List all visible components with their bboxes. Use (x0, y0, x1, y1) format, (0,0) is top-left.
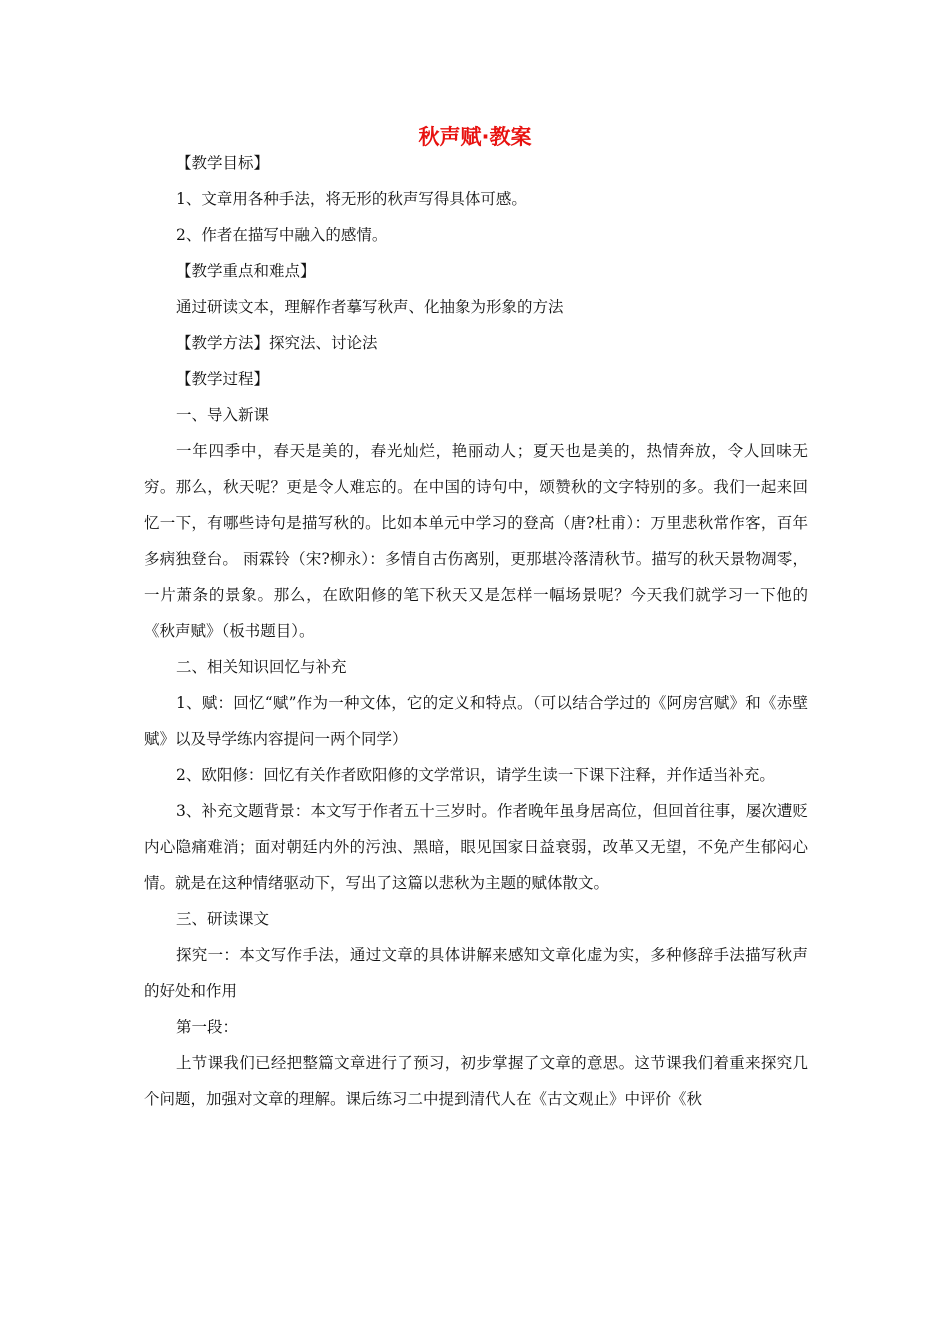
document-body (144, 145, 808, 1117)
teaching-methods: 【教学方法】探究法、讨论法 (176, 334, 378, 352)
key-points-text: 通过研读文本，理解作者摹写秋声、化抽象为形象的方法 (176, 298, 564, 316)
knowledge-item-fu: 1、赋：回忆“赋”作为一种文体，它的定义和特点。（可以结合学过的《阿房宫赋》和《赤壁赋》以及导学练内容提问一两个同学） (144, 694, 808, 748)
knowledge-item-background: 3、补充文题背景：本文写于作者五十三岁时。作者晚年虽身居高位，但回首往事，屡次遭贬内心隐痛难消；面对朝廷内外的污浊、黑暗，眼见国家日益衰弱，改革又无望，不免产生郁闷心情。就是在这种情绪驱动下，写出了这篇以悲秋为主题的赋体散文。 (144, 802, 808, 892)
lesson-paragraph: 上节课我们已经把整篇文章进行了预习，初步掌握了文章的意思。这节课我们着重来探究几个问题，加强对文章的理解。课后练习二中提到清代人在《古文观止》中评价《秋 (144, 1054, 808, 1108)
introduction-paragraph: 一年四季中，春天是美的，春光灿烂，艳丽动人；夏天也是美的，热情奔放，令人回味无穷。那么，秋天呢？更是令人难忘的。在中国的诗句中，颂赞秋的文字特别的多。我们一起来回忆一下，有哪些诗句是描写秋的。比如本单元中学习的登高（唐?杜甫）：万里悲秋常作客，百年多病独登台。 雨霖铃（宋?柳永）：多情自古伤离别，更那堪冷落清秋节。描写的秋天景物凋零，一片萧条的景象。那么，在欧阳修的笔下秋天又是怎样一幅场景呢？今天我们就学习一下他的《秋声赋》（板书题目）。 (144, 442, 808, 640)
goal-item-1: 1、文章用各种手法，将无形的秋声写得具体可感。 (176, 190, 527, 208)
first-section-label: 第一段： (176, 1018, 239, 1036)
subheading-text-study: 三、研读课文 (176, 910, 270, 928)
document-title: 秋声赋·教案 (418, 125, 532, 149)
subheading-introduction: 一、导入新课 (176, 406, 270, 424)
section-heading-process: 【教学过程】 (176, 370, 270, 388)
knowledge-item-author: 2、欧阳修：回忆有关作者欧阳修的文学常识，请学生读一下课下注释，并作适当补充。 (176, 766, 775, 784)
goal-item-2: 2、作者在描写中融入的感情。 (176, 226, 388, 244)
section-heading-goals: 【教学目标】 (176, 154, 270, 172)
section-heading-key-points: 【教学重点和难点】 (176, 262, 316, 280)
exploration-one: 探究一：本文写作手法，通过文章的具体讲解来感知文章化虚为实，多种修辞手法描写秋声的好处和作用 (144, 946, 808, 1000)
subheading-knowledge: 二、相关知识回忆与补充 (176, 658, 347, 676)
